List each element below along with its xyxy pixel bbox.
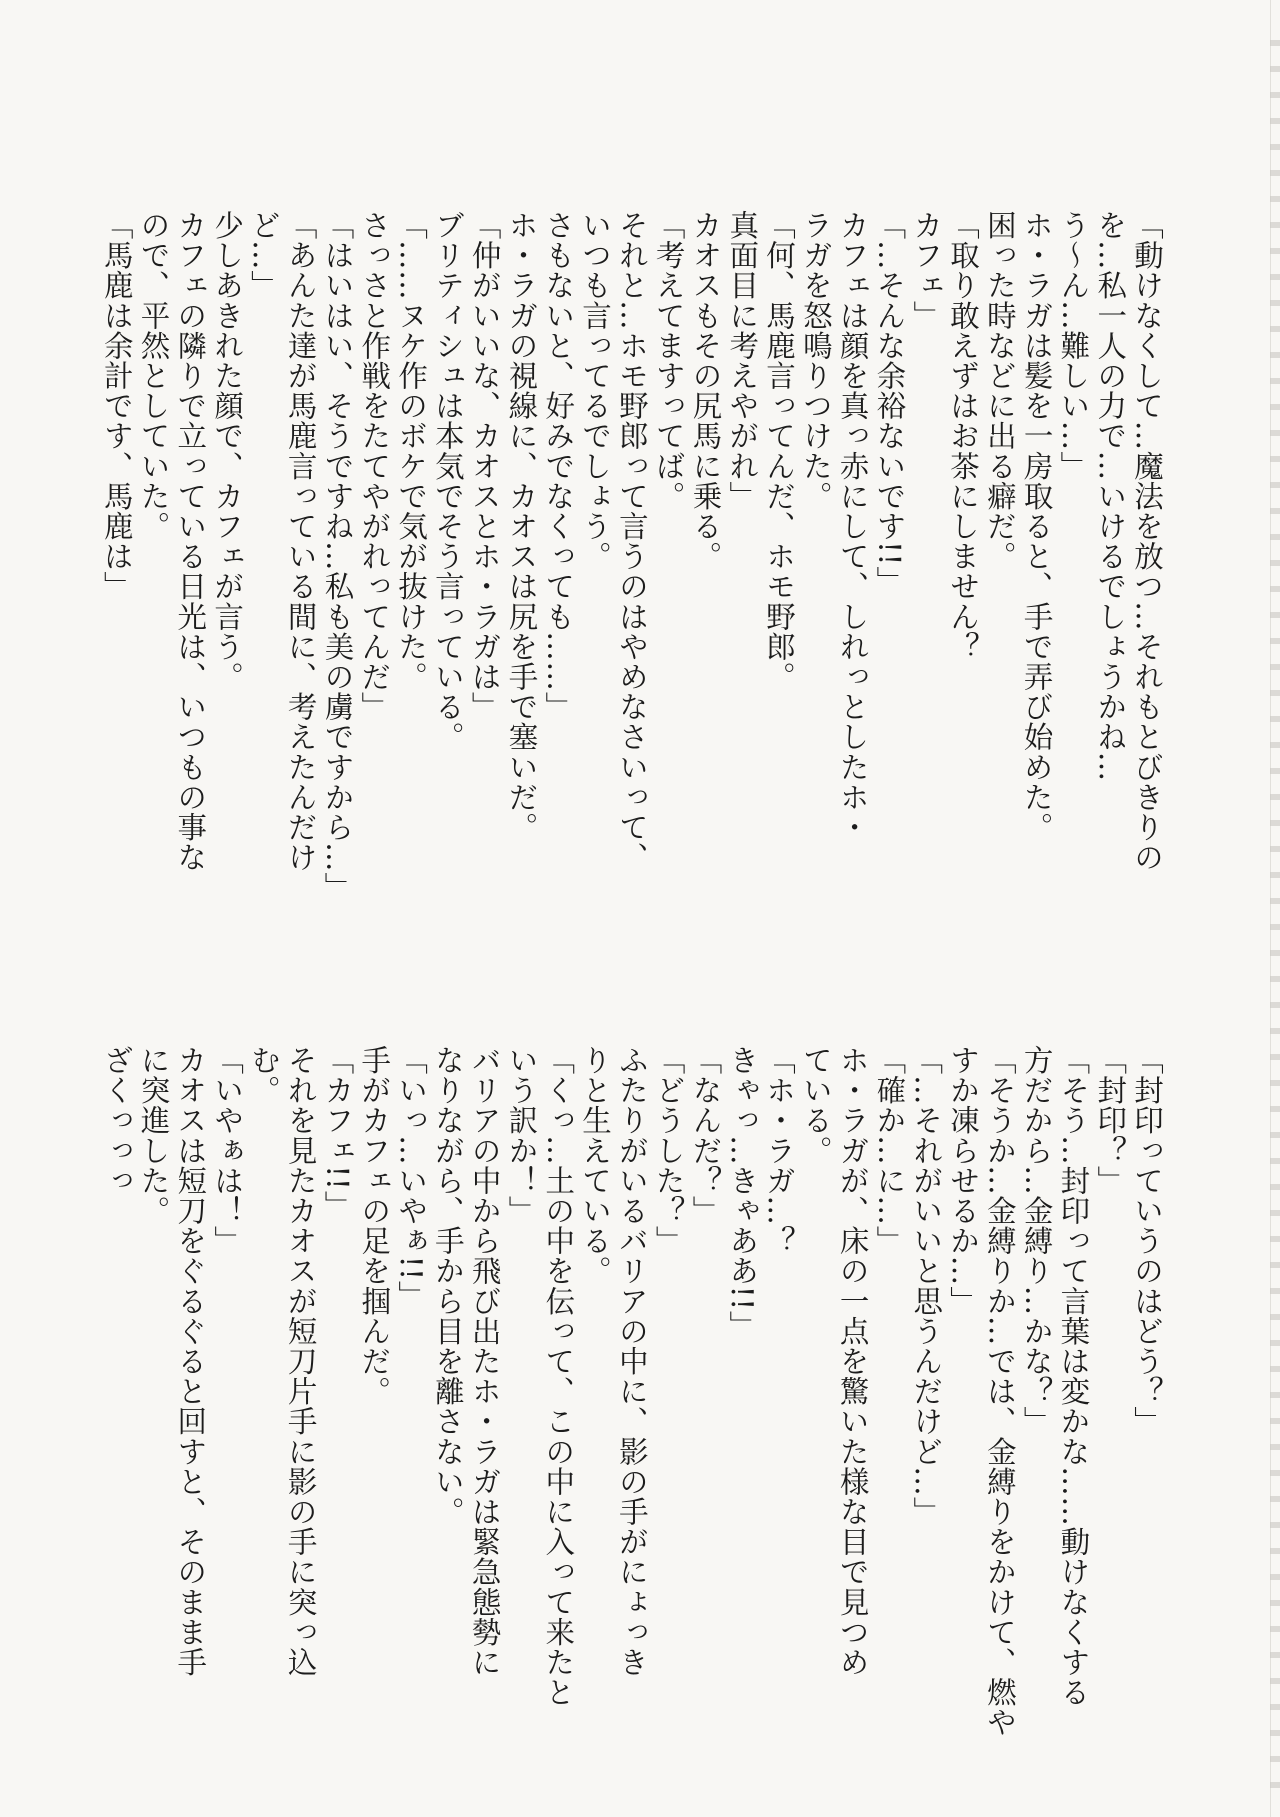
text-line: う〜ん…難しい…」 [1056,210,1091,481]
text-line: 「封印っていうのはどう？」 [1130,1045,1164,1437]
text-line: いつも言ってるでしょう。 [578,210,613,572]
text-line: 「カフェ!!」 [320,1045,355,1221]
text-line: ふたりがいるバリアの中に、影の手がにょっき [614,1045,649,1678]
text-line: 「いっ…いやぁ!!」 [394,1045,429,1311]
text-line: ホ・ラガは髪を一房取ると、手で弄び始めた。 [1019,210,1054,843]
text-line: りと生えている。 [578,1045,613,1286]
text-line: 方だから…金縛り…かな？」 [1019,1045,1054,1437]
text-line: カフェ」 [909,210,944,331]
text-line: 「どうした？」 [651,1045,686,1256]
text-line: ブリティシュは本気でそう言っている。 [430,210,465,752]
text-line: 「馬鹿は余計です、馬鹿は」 [99,210,134,602]
text-line: 「あんた達が馬鹿言っている間に、考えたんだけ [283,210,318,873]
text-line: を…私一人の力で…いけるでしょうかね… [1093,210,1128,782]
text-line: すか凍らせるか…」 [946,1045,981,1316]
text-line: いう訳か！」 [504,1045,539,1226]
text-line: 「はいはい、そうですね…私も美の虜ですから…」 [320,210,355,903]
text-line: 困った時などに出る癖だ。 [982,210,1017,572]
text-line: に突進した。 [136,1045,171,1226]
text-line: 「何、馬鹿言ってんだ、ホモ野郎。 [762,210,797,692]
text-line: 手がカフェの足を掴んだ。 [357,1045,392,1407]
text-line: 「…それがいいと思うんだけど…」 [909,1045,944,1527]
text-line: カオスもその尻馬に乗る。 [688,210,723,572]
text-line: ので、平然としていた。 [136,210,171,542]
text-line: さっさと作戦をたてやがれってんだ」 [357,210,392,722]
text-line: バリアの中から飛び出たホ・ラガは緊急態勢に [467,1045,502,1678]
text-line: 「そう…封印って言葉は変かな……動けなくする [1056,1045,1091,1708]
text-line: それと…ホモ野郎って言うのはやめなさいって、 [614,210,649,873]
text-line: ラガを怒鳴りつけた。 [798,210,833,511]
text-line: ホ・ラガの視線に、カオスは尻を手で塞いだ。 [504,210,539,843]
text-line: 「……ヌケ作のボケで気が抜けた。 [394,210,429,692]
text-block-top [98,210,1165,970]
text-line: 少しあきれた顔で、カフェが言う。 [210,210,245,692]
text-line: ている。 [798,1045,833,1166]
text-line: カフェの隣りで立っている日光は、いつもの事な [173,210,208,873]
text-line: なりながら、手から目を離さない。 [430,1045,465,1527]
text-line: 真面目に考えやがれ」 [725,210,760,511]
text-block-bottom [98,1045,1165,1745]
text-line: カフェは顔を真っ赤にして、しれっとしたホ・ [835,210,870,843]
text-line: 「考えてますってば。 [651,210,686,511]
text-line: 「封印？」 [1093,1045,1128,1196]
text-line: 「ホ・ラガ…？ [762,1045,797,1256]
text-line: 「くっ…土の中を伝って、この中に入って来たと [541,1045,576,1708]
text-line: カオスは短刀をぐるぐると回すと、そのまま手 [173,1045,208,1678]
text-line: 「動けなくして…魔法を放つ…それもとびきりの [1130,210,1164,873]
text-line: 「取り敢えずはお茶にしません？ [946,210,981,662]
text-line: む。 [246,1045,281,1106]
text-line: ざくっっっ [99,1045,134,1196]
text-line: 「仲がいいな、カオスとホ・ラガは」 [467,210,502,722]
text-line: 「確か…に…」 [872,1045,907,1256]
text-line: きゃっ…きゃああ!!」 [725,1045,760,1341]
text-line: 「なんだ？」 [688,1045,723,1226]
text-line: ホ・ラガが、床の一点を驚いた様な目で見つめ [835,1045,870,1678]
text-line: 「そうか…金縛りか…では、金縛りをかけて、燃や [982,1045,1017,1738]
text-line: 「…そんな余裕ないです!!」 [872,210,907,597]
text-line: 「いやぁは！」 [210,1045,245,1256]
text-line: さもないと、好みでなくっても……」 [541,210,576,722]
binding-marks [1270,40,1280,1800]
text-line: ど…」 [246,210,281,301]
text-line: それを見たカオスが短刀片手に影の手に突っ込 [283,1045,318,1678]
